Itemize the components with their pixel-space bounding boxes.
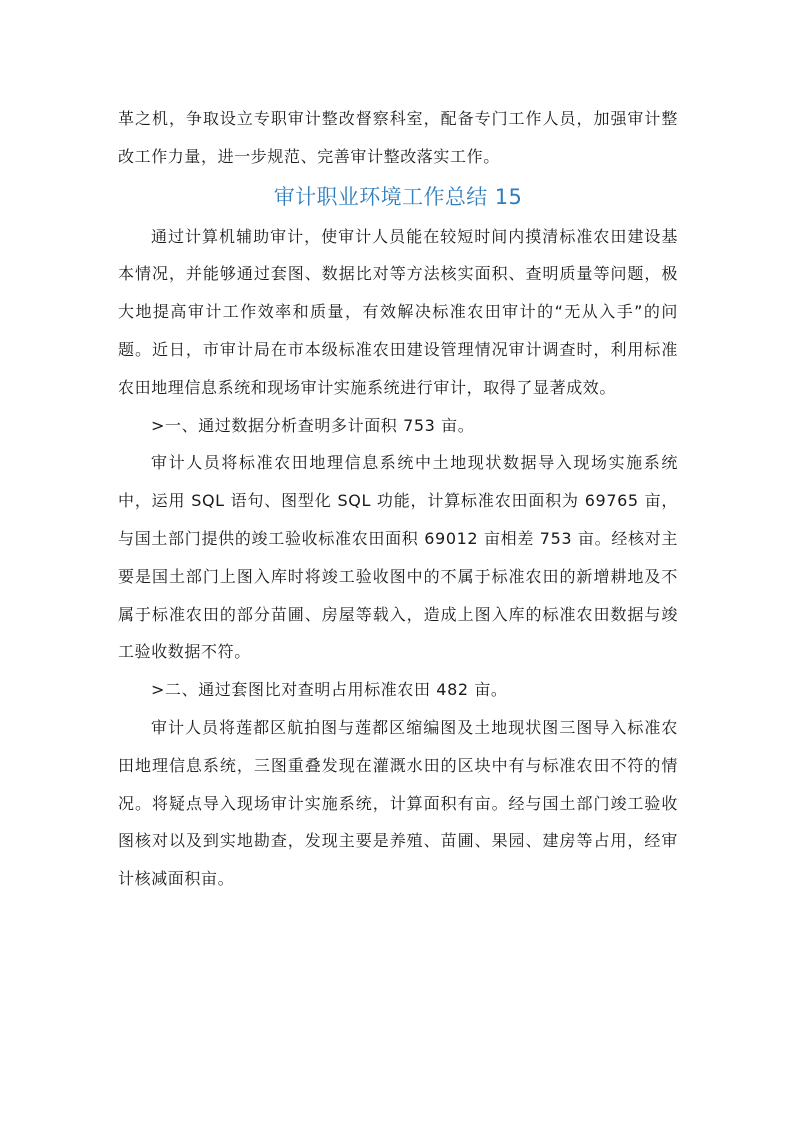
- intro-continuation-paragraph: 革之机，争取设立专职审计整改督察科室，配备专门工作人员，加强审计整改工作力量，进一步规范、完善审计整改落实工作。: [118, 109, 678, 166]
- section-heading-one: >一、通过数据分析查明多计面积 753 亩。: [151, 415, 475, 435]
- section-heading-two: >二、通过套图比对查明占用标准农田 482 亩。: [151, 680, 508, 700]
- section-paragraph-3: 审计人员将莲都区航拍图与莲都区缩编图及土地现状图三图导入标准农田地理信息系统，三图重叠发现在灌溉水田的区块中有与标准农田不符的情况。将疑点导入现场审计实施系统，计算面积有亩。经与国土部门竣工验收图核对以及到实地勘查，发现主要是养殖、苗圃、果园、建房等占用，经审计核减面积亩。: [118, 717, 678, 889]
- section-paragraph-1: 通过计算机辅助审计，使审计人员能在较短时间内摸清标准农田建设基本情况，并能够通过套图、数据比对等方法核实面积、查明质量等问题，极大地提高审计工作效率和质量，有效解决标准农田审计的“无从入手”的问题。近日，市审计局在市本级标准农田建设管理情况审计调查时，利用标准农田地理信息系统和现场审计实施系统进行审计，取得了显著成效。: [118, 226, 678, 397]
- document-body: [118, 100, 678, 898]
- section-title: 审计职业环境工作总结 15: [273, 184, 523, 209]
- section-paragraph-2: 审计人员将标准农田地理信息系统中土地现状数据导入现场实施系统中，运用 SQL 语句、图型化 SQL 功能，计算标准农田面积为 69765 亩，与国土部门提供的竣工验收标准农田面积 69012 亩相差 753 亩。经核对主要是国土部门上图入库时将竣工验收图中的不属于标准农田的新增耕地及不属于标准农田的部分苗圃、房屋等载入，造成上图入库的标准农田数据与竣工验收数据不符。: [118, 453, 678, 662]
